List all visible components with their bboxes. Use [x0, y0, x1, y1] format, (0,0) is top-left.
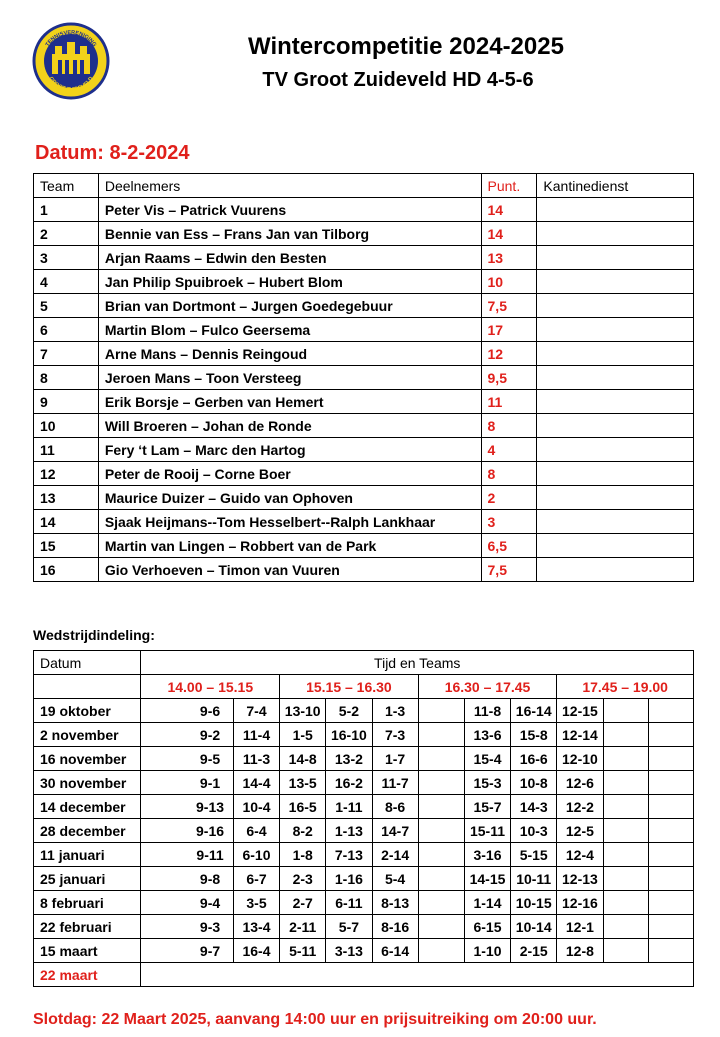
schedule-date: 28 december	[34, 819, 141, 843]
team-points: 2	[481, 486, 537, 510]
match-cell: 13-4	[233, 915, 279, 939]
team-number: 11	[34, 438, 99, 462]
team-points: 14	[481, 198, 537, 222]
match-cell: 6-11	[326, 891, 372, 915]
schedule-empty-cell	[141, 867, 187, 891]
match-cell: 9-11	[187, 843, 233, 867]
team-kantinedienst	[537, 198, 694, 222]
team-players: Bennie van Ess – Frans Jan van Tilborg	[98, 222, 481, 246]
match-cell: 2-11	[280, 915, 326, 939]
team-number: 5	[34, 294, 99, 318]
match-cell	[648, 939, 693, 963]
team-kantinedienst	[537, 270, 694, 294]
schedule-date: 14 december	[34, 795, 141, 819]
team-kantinedienst	[537, 366, 694, 390]
match-cell: 7-3	[372, 723, 418, 747]
match-cell: 7-13	[326, 843, 372, 867]
schedule-row	[34, 795, 694, 819]
match-cell: 1-3	[372, 699, 418, 723]
match-cell: 5-2	[326, 699, 372, 723]
schedule-date: 30 november	[34, 771, 141, 795]
team-number: 8	[34, 366, 99, 390]
team-number: 14	[34, 510, 99, 534]
schedule-final-row	[34, 963, 694, 987]
team-players: Brian van Dortmont – Jurgen Goedegebuur	[98, 294, 481, 318]
team-players: Gio Verhoeven – Timon van Vuuren	[98, 558, 481, 582]
match-cell	[418, 891, 464, 915]
match-cell: 9-2	[187, 723, 233, 747]
match-cell: 5-4	[372, 867, 418, 891]
match-cell	[418, 867, 464, 891]
match-cell: 12-6	[557, 771, 603, 795]
match-cell: 9-4	[187, 891, 233, 915]
team-row	[34, 558, 694, 582]
team-kantinedienst	[537, 510, 694, 534]
col-datum: Datum	[34, 651, 141, 675]
match-cell: 3-13	[326, 939, 372, 963]
team-row	[34, 318, 694, 342]
team-number: 12	[34, 462, 99, 486]
team-number: 13	[34, 486, 99, 510]
team-row	[34, 198, 694, 222]
match-cell	[648, 723, 693, 747]
match-cell	[603, 915, 648, 939]
schedule-row	[34, 699, 694, 723]
match-cell: 9-13	[187, 795, 233, 819]
match-cell: 12-5	[557, 819, 603, 843]
match-cell: 12-13	[557, 867, 603, 891]
match-cell: 9-7	[187, 939, 233, 963]
match-cell: 15-8	[511, 723, 557, 747]
match-cell: 6-4	[233, 819, 279, 843]
team-kantinedienst	[537, 486, 694, 510]
match-cell: 12-2	[557, 795, 603, 819]
team-number: 1	[34, 198, 99, 222]
match-cell: 9-16	[187, 819, 233, 843]
team-players: Fery ‘t Lam – Marc den Hartog	[98, 438, 481, 462]
schedule-empty-cell	[141, 843, 187, 867]
match-cell	[648, 843, 693, 867]
match-cell	[648, 771, 693, 795]
match-cell	[603, 795, 648, 819]
schedule-empty-cell	[141, 939, 187, 963]
match-cell	[418, 795, 464, 819]
team-number: 7	[34, 342, 99, 366]
col-punten: Punt.	[481, 174, 537, 198]
schedule-row	[34, 723, 694, 747]
match-cell: 6-14	[372, 939, 418, 963]
match-cell: 12-4	[557, 843, 603, 867]
team-players: Martin van Lingen – Robbert van de Park	[98, 534, 481, 558]
match-cell: 8-13	[372, 891, 418, 915]
match-cell: 13-6	[464, 723, 510, 747]
match-cell: 9-5	[187, 747, 233, 771]
match-cell	[648, 915, 693, 939]
team-number: 10	[34, 414, 99, 438]
schedule-date: 22 februari	[34, 915, 141, 939]
match-cell: 12-8	[557, 939, 603, 963]
match-cell	[418, 939, 464, 963]
match-cell	[603, 891, 648, 915]
match-cell: 14-3	[511, 795, 557, 819]
team-players: Sjaak Heijmans--Tom Hesselbert--Ralph Lankhaar	[98, 510, 481, 534]
match-cell	[648, 867, 693, 891]
match-cell: 14-4	[233, 771, 279, 795]
team-players: Maurice Duizer – Guido van Ophoven	[98, 486, 481, 510]
match-cell: 6-10	[233, 843, 279, 867]
schedule-final-date: 22 maart	[34, 963, 141, 987]
page-subtitle: TV Groot Zuideveld HD 4-5-6	[262, 69, 534, 91]
team-points: 9,5	[481, 366, 537, 390]
schedule-row	[34, 867, 694, 891]
match-cell	[603, 843, 648, 867]
team-kantinedienst	[537, 294, 694, 318]
match-cell: 1-10	[464, 939, 510, 963]
match-cell	[648, 795, 693, 819]
team-number: 6	[34, 318, 99, 342]
datum-heading: Datum: 8-2-2024	[35, 142, 190, 164]
team-row	[34, 534, 694, 558]
match-cell: 5-11	[280, 939, 326, 963]
match-cell: 12-1	[557, 915, 603, 939]
match-cell	[418, 843, 464, 867]
team-row	[34, 486, 694, 510]
slot-3: 16.30 – 17.45	[418, 675, 557, 699]
team-number: 3	[34, 246, 99, 270]
match-cell: 2-14	[372, 843, 418, 867]
slot-2: 15.15 – 16.30	[280, 675, 419, 699]
team-players: Peter Vis – Patrick Vuurens	[98, 198, 481, 222]
match-cell: 12-16	[557, 891, 603, 915]
match-cell: 6-15	[464, 915, 510, 939]
schedule-empty-cell	[141, 891, 187, 915]
match-cell: 8-6	[372, 795, 418, 819]
match-cell	[418, 915, 464, 939]
match-cell: 11-4	[233, 723, 279, 747]
schedule-final-empty	[141, 963, 694, 987]
schedule-row	[34, 939, 694, 963]
schedule-row	[34, 843, 694, 867]
match-cell: 16-14	[511, 699, 557, 723]
team-row	[34, 294, 694, 318]
match-cell: 12-14	[557, 723, 603, 747]
team-kantinedienst	[537, 390, 694, 414]
match-cell: 1-16	[326, 867, 372, 891]
slot-4: 17.45 – 19.00	[557, 675, 694, 699]
match-cell: 8-16	[372, 915, 418, 939]
team-kantinedienst	[537, 222, 694, 246]
teams-header-row	[34, 174, 694, 198]
match-cell	[648, 819, 693, 843]
match-cell: 11-7	[372, 771, 418, 795]
team-row	[34, 222, 694, 246]
match-cell: 12-15	[557, 699, 603, 723]
match-cell: 10-3	[511, 819, 557, 843]
match-cell: 16-10	[326, 723, 372, 747]
schedule-label: Wedstrijdindeling:	[33, 627, 155, 643]
match-cell: 16-5	[280, 795, 326, 819]
slot-1: 14.00 – 15.15	[141, 675, 280, 699]
match-cell: 10-4	[233, 795, 279, 819]
team-points: 17	[481, 318, 537, 342]
match-cell: 16-2	[326, 771, 372, 795]
team-number: 4	[34, 270, 99, 294]
match-cell	[603, 723, 648, 747]
match-cell: 5-7	[326, 915, 372, 939]
team-players: Arne Mans – Dennis Reingoud	[98, 342, 481, 366]
match-cell: 10-8	[511, 771, 557, 795]
team-row	[34, 462, 694, 486]
team-row	[34, 438, 694, 462]
match-cell	[603, 747, 648, 771]
match-cell: 1-14	[464, 891, 510, 915]
team-points: 3	[481, 510, 537, 534]
match-cell: 10-15	[511, 891, 557, 915]
match-cell: 1-11	[326, 795, 372, 819]
team-kantinedienst	[537, 246, 694, 270]
match-cell	[648, 891, 693, 915]
team-points: 14	[481, 222, 537, 246]
team-points: 10	[481, 270, 537, 294]
match-cell: 13-2	[326, 747, 372, 771]
schedule-empty-cell	[141, 771, 187, 795]
schedule-date: 2 november	[34, 723, 141, 747]
slotdag-note: Slotdag: 22 Maart 2025, aanvang 14:00 uur en prijsuitreiking om 20:00 uur.	[33, 1011, 597, 1028]
team-players: Jan Philip Spuibroek – Hubert Blom	[98, 270, 481, 294]
match-cell: 1-5	[280, 723, 326, 747]
match-cell	[418, 819, 464, 843]
match-cell: 16-6	[511, 747, 557, 771]
match-cell: 16-4	[233, 939, 279, 963]
match-cell: 9-8	[187, 867, 233, 891]
team-row	[34, 342, 694, 366]
team-kantinedienst	[537, 534, 694, 558]
team-row	[34, 366, 694, 390]
match-cell	[603, 819, 648, 843]
schedule-empty-cell	[141, 723, 187, 747]
match-cell	[648, 699, 693, 723]
match-cell: 15-4	[464, 747, 510, 771]
match-cell: 2-7	[280, 891, 326, 915]
col-kantinedienst: Kantinedienst	[537, 174, 694, 198]
team-kantinedienst	[537, 462, 694, 486]
match-cell	[648, 747, 693, 771]
logo-text-top: TENNISVERENIGING	[44, 29, 98, 48]
page-title: Wintercompetitie 2024-2025	[248, 33, 564, 60]
schedule-row	[34, 747, 694, 771]
team-points: 8	[481, 414, 537, 438]
schedule-empty-cell	[141, 819, 187, 843]
match-cell: 3-16	[464, 843, 510, 867]
match-cell: 1-7	[372, 747, 418, 771]
match-cell: 15-11	[464, 819, 510, 843]
schedule-date: 16 november	[34, 747, 141, 771]
match-cell: 9-3	[187, 915, 233, 939]
team-players: Erik Borsje – Gerben van Hemert	[98, 390, 481, 414]
match-cell: 14-15	[464, 867, 510, 891]
team-players: Peter de Rooij – Corne Boer	[98, 462, 481, 486]
team-players: Martin Blom – Fulco Geersema	[98, 318, 481, 342]
match-cell: 11-8	[464, 699, 510, 723]
schedule-empty-cell	[141, 747, 187, 771]
schedule-row	[34, 819, 694, 843]
col-tijd-en-teams: Tijd en Teams	[141, 651, 694, 675]
team-kantinedienst	[537, 558, 694, 582]
match-cell: 14-8	[280, 747, 326, 771]
match-cell: 5-15	[511, 843, 557, 867]
schedule-empty-cell	[141, 915, 187, 939]
match-cell	[603, 699, 648, 723]
col-team: Team	[34, 174, 99, 198]
team-points: 13	[481, 246, 537, 270]
match-cell: 10-11	[511, 867, 557, 891]
schedule-date: 19 oktober	[34, 699, 141, 723]
match-cell: 2-15	[511, 939, 557, 963]
match-cell	[603, 939, 648, 963]
team-row	[34, 246, 694, 270]
team-row	[34, 414, 694, 438]
team-points: 7,5	[481, 294, 537, 318]
col-deelnemers: Deelnemers	[98, 174, 481, 198]
match-cell	[418, 771, 464, 795]
schedule-row	[34, 915, 694, 939]
match-cell: 6-7	[233, 867, 279, 891]
team-row	[34, 390, 694, 414]
team-number: 15	[34, 534, 99, 558]
teams-table	[33, 173, 694, 582]
team-kantinedienst	[537, 342, 694, 366]
team-number: 2	[34, 222, 99, 246]
team-kantinedienst	[537, 318, 694, 342]
match-cell: 10-14	[511, 915, 557, 939]
match-cell: 9-6	[187, 699, 233, 723]
match-cell: 13-10	[280, 699, 326, 723]
match-cell: 11-3	[233, 747, 279, 771]
schedule-empty-cell	[141, 699, 187, 723]
schedule-empty-cell	[141, 795, 187, 819]
match-cell: 12-10	[557, 747, 603, 771]
match-cell	[603, 771, 648, 795]
match-cell: 8-2	[280, 819, 326, 843]
team-players: Jeroen Mans – Toon Versteeg	[98, 366, 481, 390]
schedule-slots-row	[34, 675, 694, 699]
schedule-row	[34, 771, 694, 795]
team-number: 16	[34, 558, 99, 582]
team-points: 12	[481, 342, 537, 366]
schedule-table	[33, 650, 694, 987]
match-cell: 1-8	[280, 843, 326, 867]
match-cell: 3-5	[233, 891, 279, 915]
schedule-date: 8 februari	[34, 891, 141, 915]
team-players: Will Broeren – Johan de Ronde	[98, 414, 481, 438]
team-row	[34, 270, 694, 294]
team-points: 8	[481, 462, 537, 486]
schedule-header-row	[34, 651, 694, 675]
slots-empty-cell	[34, 675, 141, 699]
team-points: 11	[481, 390, 537, 414]
team-row	[34, 510, 694, 534]
schedule-date: 15 maart	[34, 939, 141, 963]
match-cell	[603, 867, 648, 891]
team-points: 6,5	[481, 534, 537, 558]
match-cell	[418, 723, 464, 747]
team-points: 4	[481, 438, 537, 462]
match-cell: 14-7	[372, 819, 418, 843]
schedule-date: 11 januari	[34, 843, 141, 867]
match-cell: 9-1	[187, 771, 233, 795]
schedule-date: 25 januari	[34, 867, 141, 891]
logo-text-bottom: GROOT ZUIDEVELD	[47, 75, 95, 94]
match-cell: 15-7	[464, 795, 510, 819]
team-kantinedienst	[537, 438, 694, 462]
match-cell	[418, 747, 464, 771]
match-cell: 2-3	[280, 867, 326, 891]
schedule-row	[34, 891, 694, 915]
team-number: 9	[34, 390, 99, 414]
match-cell: 7-4	[233, 699, 279, 723]
team-points: 7,5	[481, 558, 537, 582]
team-kantinedienst	[537, 414, 694, 438]
match-cell: 15-3	[464, 771, 510, 795]
team-players: Arjan Raams – Edwin den Besten	[98, 246, 481, 270]
match-cell: 1-13	[326, 819, 372, 843]
match-cell	[418, 699, 464, 723]
match-cell: 13-5	[280, 771, 326, 795]
